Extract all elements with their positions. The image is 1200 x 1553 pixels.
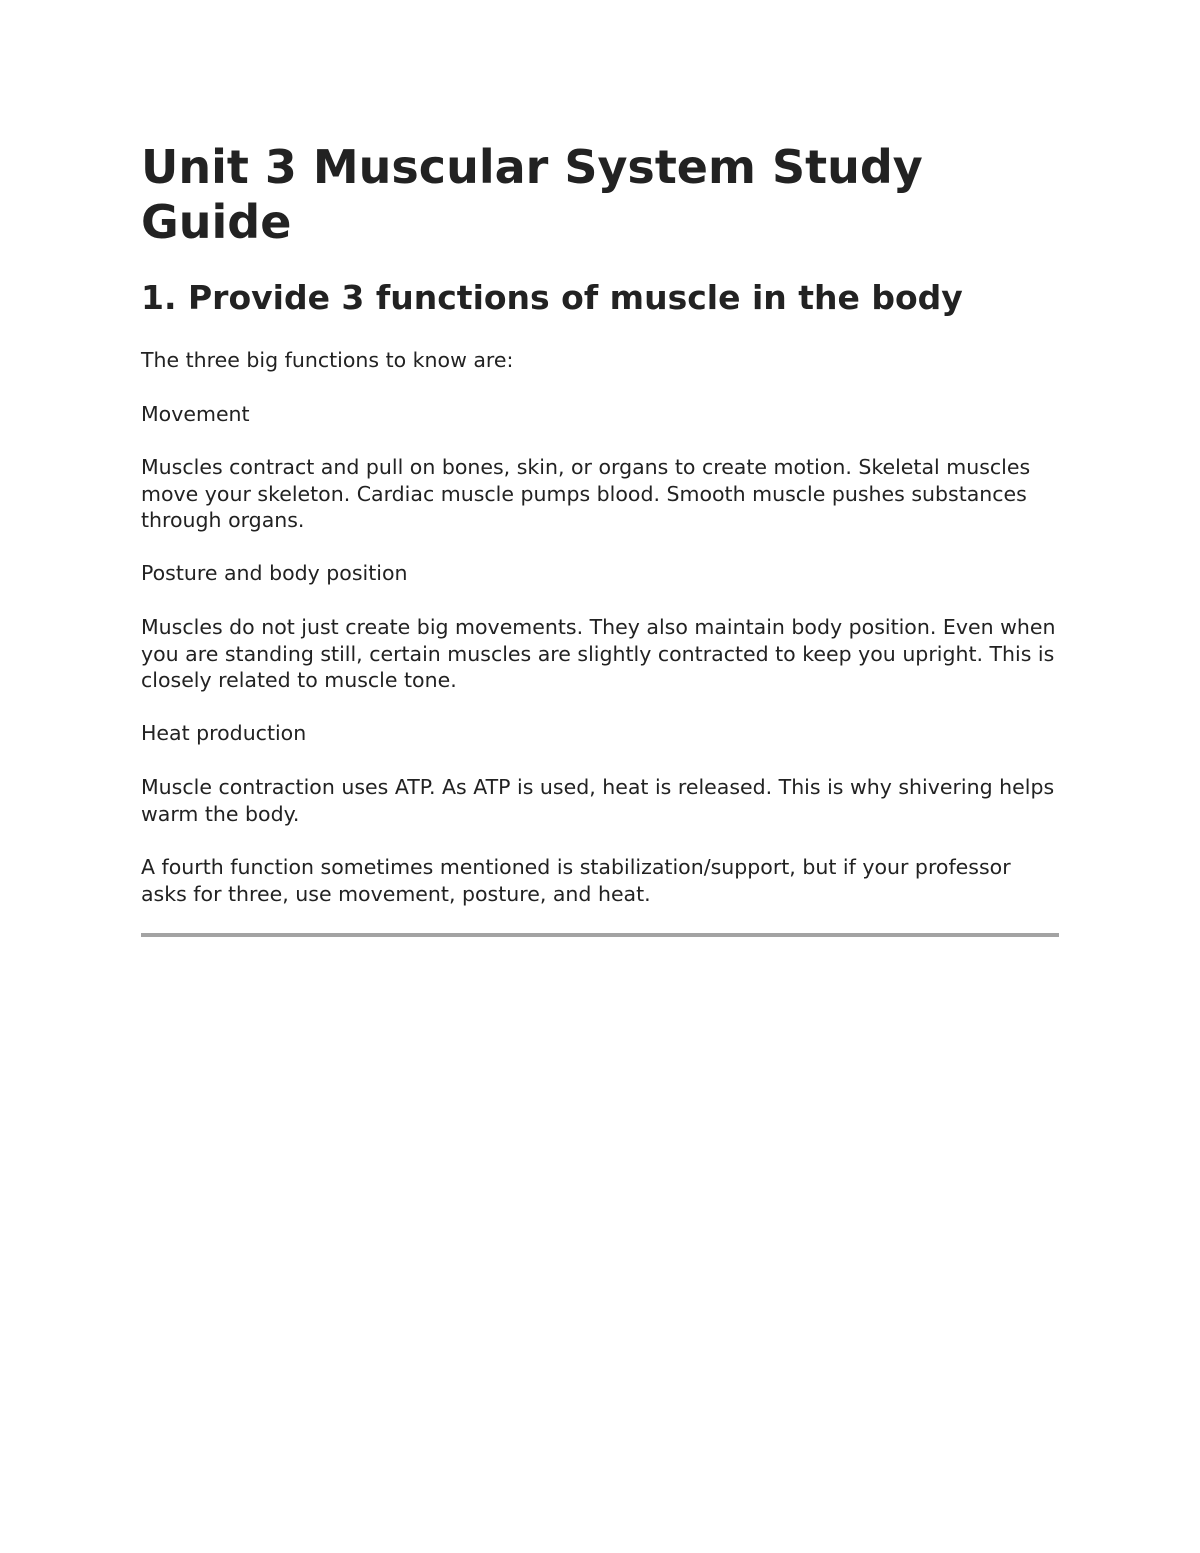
function-name-movement: Movement	[141, 402, 250, 426]
horizontal-divider	[141, 933, 1059, 937]
function-name-posture: Posture and body position	[141, 561, 408, 585]
function-name-heat: Heat production	[141, 721, 307, 745]
section-heading: 1. Provide 3 functions of muscle in the body	[141, 278, 963, 317]
fourth-function-note: A fourth function sometimes mentioned is stabilization/support, but if your professor asks for three, use movement, posture, and heat.	[141, 855, 1011, 906]
document-title: Unit 3 Muscular System Study Guide	[141, 140, 923, 249]
function-description-heat: Muscle contraction uses ATP. As ATP is used, heat is released. This is why shivering helps warm the body.	[141, 775, 1055, 826]
function-description-movement: Muscles contract and pull on bones, skin, or organs to create motion. Skeletal muscles move your skeleton. Cardiac muscle pumps blood. Smooth muscle pushes substances through organs.	[141, 455, 1031, 532]
function-description-posture: Muscles do not just create big movements. They also maintain body position. Even when you are standing still, certain muscles are slightly contracted to keep you upright. This is closely related to muscle tone.	[141, 615, 1056, 692]
intro-text: The three big functions to know are:	[141, 348, 514, 372]
